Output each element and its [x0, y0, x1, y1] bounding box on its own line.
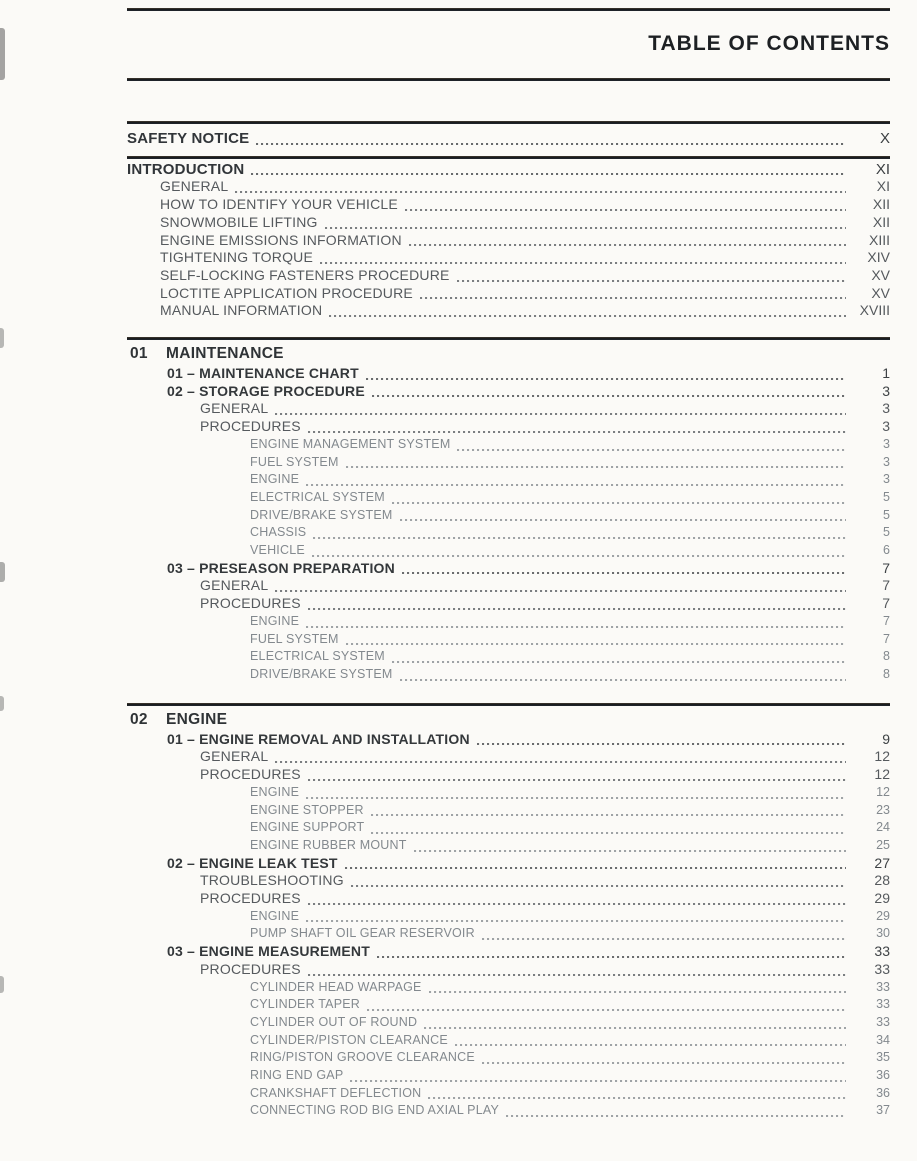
toc-entry-page: 7: [883, 631, 890, 646]
toc-entry-label: PROCEDURES: [200, 766, 301, 783]
dot-leader: [482, 938, 846, 940]
dot-leader: [457, 280, 846, 282]
toc-entry-page: X: [879, 130, 890, 147]
dot-leader: [367, 1009, 846, 1011]
toc-entry-page: 33: [876, 997, 890, 1012]
toc-entry-page: 8: [883, 666, 890, 681]
dot-leader: [312, 555, 846, 557]
toc-entry-label: ELECTRICAL SYSTEM: [250, 649, 385, 664]
toc-entry: [127, 489, 890, 507]
toc-entry: [127, 285, 890, 303]
dot-leader: [372, 395, 846, 397]
toc-entry-label: TROUBLESHOOTING: [200, 872, 344, 889]
toc-entry-label: GENERAL: [160, 178, 229, 195]
toc-entry-label: 01 – MAINTENANCE CHART: [167, 365, 359, 382]
toc-entry-page: 35: [876, 1050, 890, 1065]
toc-entry-label: PROCEDURES: [200, 595, 301, 612]
toc-entry: [127, 232, 890, 250]
dot-leader: [350, 1080, 846, 1082]
toc-entry: [127, 400, 890, 418]
toc-entry-label: CONNECTING ROD BIG END AXIAL PLAY: [250, 1103, 500, 1118]
toc-entry: [127, 302, 890, 320]
dot-leader: [414, 850, 846, 852]
toc-entry: [127, 802, 890, 820]
dot-leader: [346, 643, 846, 645]
toc-entry-label: TIGHTENING TORQUE: [160, 249, 314, 266]
dot-leader: [428, 1097, 846, 1099]
toc-entry-page: 3: [883, 454, 890, 469]
toc-entry-label: DRIVE/BRAKE SYSTEM: [250, 666, 393, 681]
toc-entry-page: 33: [876, 1014, 890, 1029]
toc-entry: [127, 784, 890, 802]
toc-entry-label: ENGINE MANAGEMENT SYSTEM: [250, 436, 451, 451]
scan-artifact: [0, 696, 4, 711]
dot-leader: [313, 537, 846, 539]
toc-entry-page: 8: [883, 649, 890, 664]
scan-artifact: [0, 328, 4, 348]
toc-entry-label: PROCEDURES: [200, 890, 301, 907]
toc-entry: [127, 454, 890, 472]
toc-entry-page: 6: [883, 543, 890, 558]
toc-entry-page: XII: [872, 196, 890, 213]
toc-entry-label: SELF-LOCKING FASTENERS PROCEDURE: [160, 266, 450, 283]
dot-leader: [392, 661, 846, 663]
page-content: [127, 0, 890, 1120]
toc-entry: [127, 925, 890, 943]
dot-leader: [306, 484, 846, 486]
toc-entry-label: 03 – PRESEASON PREPARATION: [167, 559, 395, 576]
toc-entry: [127, 577, 890, 595]
horizontal-rule: [127, 8, 890, 11]
toc-entry: [127, 1102, 890, 1120]
toc-entry-label: SAFETY NOTICE: [127, 130, 250, 147]
section-entries: [127, 365, 890, 684]
toc-entry: [127, 524, 890, 542]
toc-entry-label: CYLINDER/PISTON CLEARANCE: [250, 1032, 448, 1047]
toc-entry-label: GENERAL: [200, 748, 269, 765]
toc-entry-page: XII: [872, 213, 890, 230]
table-of-contents: [127, 121, 890, 1120]
dot-leader: [256, 143, 846, 145]
dot-leader: [320, 262, 846, 264]
toc-entry-label: ELECTRICAL SYSTEM: [250, 489, 385, 504]
dot-leader: [329, 315, 846, 317]
section-entries: [127, 731, 890, 1120]
toc-entry: [127, 1067, 890, 1085]
dot-leader: [345, 867, 846, 869]
dot-leader: [506, 1115, 846, 1117]
toc-entry-page: XV: [871, 266, 890, 283]
toc-entry: [127, 890, 890, 908]
toc-entry: [127, 365, 890, 383]
toc-entry-page: 9: [882, 730, 890, 747]
toc-entry: [127, 631, 890, 649]
dot-leader: [275, 761, 846, 763]
toc-entry-label: 03 – ENGINE MEASUREMENT: [167, 943, 370, 960]
toc-entry: [127, 196, 890, 214]
dot-leader: [306, 797, 846, 799]
horizontal-rule: [127, 337, 890, 340]
dot-leader: [371, 832, 846, 834]
scan-artifact: [0, 28, 5, 80]
dot-leader: [308, 431, 846, 433]
toc-entry-page: 28: [874, 872, 890, 889]
toc-entry-label: ENGINE: [250, 908, 300, 923]
scan-artifact: [0, 562, 5, 582]
toc-entry: [127, 943, 890, 961]
toc-entry: [127, 613, 890, 631]
dot-leader: [392, 502, 846, 504]
dot-leader: [477, 743, 846, 745]
dot-leader: [377, 956, 846, 958]
toc-entry: [127, 872, 890, 890]
toc-entry-label: LOCTITE APPLICATION PROCEDURE: [160, 284, 413, 301]
toc-entry: [127, 471, 890, 489]
toc-entry-page: 3: [882, 418, 890, 435]
dot-leader: [235, 191, 846, 193]
toc-entry-label: VEHICLE: [250, 543, 305, 558]
toc-entry: [127, 595, 890, 613]
toc-entry: [127, 507, 890, 525]
toc-entry: [127, 979, 890, 997]
toc-entry-page: 5: [883, 525, 890, 540]
toc-entry-label: 02 – STORAGE PROCEDURE: [167, 382, 365, 399]
toc-entry: [127, 1014, 890, 1032]
toc-entry-page: XIV: [867, 249, 890, 266]
toc-entry-label: INTRODUCTION: [127, 160, 245, 178]
dot-leader: [455, 1044, 846, 1046]
toc-entry: [127, 731, 890, 749]
toc-entry: [127, 161, 890, 179]
toc-section-introduction: [127, 156, 890, 320]
toc-entry-label: GENERAL: [200, 577, 269, 594]
toc-entry: [127, 542, 890, 560]
toc-entry-page: XIII: [868, 231, 890, 248]
scan-artifact: [0, 976, 4, 993]
toc-entry-label: CYLINDER TAPER: [250, 997, 361, 1012]
toc-entry-page: 1: [882, 365, 890, 382]
dot-leader: [409, 244, 846, 246]
toc-entry-label: ENGINE RUBBER MOUNT: [250, 837, 407, 852]
section-header: [127, 709, 890, 731]
dot-leader: [420, 297, 846, 299]
toc-entry-label: CRANKSHAFT DEFLECTION: [250, 1085, 422, 1100]
toc-entry-page: 3: [883, 472, 890, 487]
toc-entry-label: 02 – ENGINE LEAK TEST: [167, 854, 338, 871]
toc-entry-label: ENGINE SUPPORT: [250, 820, 365, 835]
section-header: [127, 343, 890, 365]
toc-entry: [127, 666, 890, 684]
toc-entry-page: 29: [876, 908, 890, 923]
toc-entry-label: ENGINE STOPPER: [250, 802, 364, 817]
dot-leader: [325, 227, 846, 229]
toc-entry-label: PROCEDURES: [200, 418, 301, 435]
toc-entry: [127, 124, 890, 156]
toc-entry-page: 5: [883, 507, 890, 522]
toc-entry-label: HOW TO IDENTIFY YOUR VEHICLE: [160, 196, 398, 213]
toc-entry-page: 12: [874, 748, 890, 765]
dot-leader: [308, 779, 846, 781]
toc-entry-page: 27: [874, 854, 890, 871]
dot-leader: [371, 814, 846, 816]
dot-leader: [275, 590, 846, 592]
toc-section-safety: [127, 121, 890, 156]
toc-entry-label: CYLINDER HEAD WARPAGE: [250, 979, 422, 994]
toc-entry-label: FUEL SYSTEM: [250, 631, 339, 646]
toc-entry-label: RING/PISTON GROOVE CLEARANCE: [250, 1050, 475, 1065]
dot-leader: [429, 991, 846, 993]
horizontal-rule: [127, 78, 890, 81]
toc-entry-label: DRIVE/BRAKE SYSTEM: [250, 507, 393, 522]
dot-leader: [308, 903, 846, 905]
toc-entry-label: ENGINE: [250, 784, 300, 799]
toc-entry-page: 34: [876, 1032, 890, 1047]
toc-entry-label: ENGINE EMISSIONS INFORMATION: [160, 231, 402, 248]
toc-entry-page: 3: [882, 400, 890, 417]
toc-entry-page: 12: [876, 784, 890, 799]
toc-entry: [127, 1032, 890, 1050]
toc-entry-page: XVIII: [859, 302, 890, 319]
toc-entry: [127, 383, 890, 401]
toc-entry-page: 7: [882, 577, 890, 594]
toc-entry-page: 12: [874, 766, 890, 783]
toc-entry: [127, 1085, 890, 1103]
horizontal-rule: [127, 703, 890, 706]
toc-entry-page: 29: [874, 890, 890, 907]
dot-leader: [400, 519, 846, 521]
toc-entry: [127, 418, 890, 436]
toc-entry-label: CHASSIS: [250, 525, 307, 540]
toc-entry-label: PUMP SHAFT OIL GEAR RESERVOIR: [250, 926, 475, 941]
toc-entry: [127, 267, 890, 285]
toc-entry-page: 7: [882, 559, 890, 576]
toc-entry: [127, 214, 890, 232]
dot-leader: [457, 449, 846, 451]
toc-entry: [127, 178, 890, 196]
toc-entry: [127, 855, 890, 873]
section-number: 01: [130, 345, 148, 363]
section-number: 02: [130, 710, 148, 728]
toc-entry-label: SNOWMOBILE LIFTING: [160, 213, 318, 230]
toc-section-maintenance: [127, 337, 890, 684]
toc-entry: [127, 1049, 890, 1067]
toc-entry: [127, 819, 890, 837]
dot-leader: [400, 679, 846, 681]
toc-entry: [127, 996, 890, 1014]
toc-entry-page: XI: [875, 160, 890, 178]
toc-entry: [127, 748, 890, 766]
page-title: TABLE OF CONTENTS: [648, 32, 890, 55]
toc-entry: [127, 648, 890, 666]
toc-entry-page: 23: [876, 802, 890, 817]
toc-entry-page: XV: [871, 284, 890, 301]
toc-entry: [127, 766, 890, 784]
dot-leader: [275, 413, 846, 415]
toc-entry-label: MANUAL INFORMATION: [160, 302, 323, 319]
toc-entry-page: 33: [876, 979, 890, 994]
toc-entry-label: ENGINE: [250, 613, 300, 628]
toc-entry-label: ENGINE: [250, 472, 300, 487]
dot-leader: [308, 974, 846, 976]
toc-entry: [127, 961, 890, 979]
dot-leader: [402, 572, 846, 574]
dot-leader: [251, 173, 846, 175]
toc-entry-page: 36: [876, 1085, 890, 1100]
toc-entry-page: 3: [883, 436, 890, 451]
section-entries: [127, 124, 890, 156]
toc-entry-page: 7: [883, 613, 890, 628]
section-title: MAINTENANCE: [166, 345, 284, 363]
section-title: ENGINE: [166, 710, 228, 728]
toc-entry: [127, 560, 890, 578]
dot-leader: [351, 885, 846, 887]
toc-entry-label: CYLINDER OUT OF ROUND: [250, 1014, 418, 1029]
dot-leader: [424, 1027, 846, 1029]
toc-entry-page: 7: [882, 595, 890, 612]
toc-entry: [127, 908, 890, 926]
toc-entry-page: 37: [876, 1103, 890, 1118]
toc-entry-page: 3: [882, 382, 890, 399]
dot-leader: [366, 378, 846, 380]
dot-leader: [308, 608, 846, 610]
toc-entry-page: 25: [876, 837, 890, 852]
toc-section-engine: [127, 703, 890, 1120]
dot-leader: [482, 1062, 846, 1064]
toc-entry-page: 33: [874, 943, 890, 960]
toc-entry: [127, 249, 890, 267]
toc-entry-label: RING END GAP: [250, 1068, 344, 1083]
toc-entry-page: 33: [874, 960, 890, 977]
toc-entry: [127, 436, 890, 454]
toc-entry-page: XI: [876, 178, 890, 195]
toc-entry-page: 30: [876, 926, 890, 941]
toc-entry-page: 5: [883, 489, 890, 504]
dot-leader: [306, 626, 846, 628]
dot-leader: [405, 209, 846, 211]
dot-leader: [346, 466, 846, 468]
toc-entry-label: FUEL SYSTEM: [250, 454, 339, 469]
toc-entry-label: PROCEDURES: [200, 960, 301, 977]
dot-leader: [306, 920, 846, 922]
toc-entry-label: GENERAL: [200, 400, 269, 417]
section-entries: [127, 159, 890, 320]
toc-entry-page: 24: [876, 820, 890, 835]
toc-entry-label: 01 – ENGINE REMOVAL AND INSTALLATION: [167, 730, 470, 747]
toc-entry-page: 36: [876, 1068, 890, 1083]
toc-entry: [127, 837, 890, 855]
